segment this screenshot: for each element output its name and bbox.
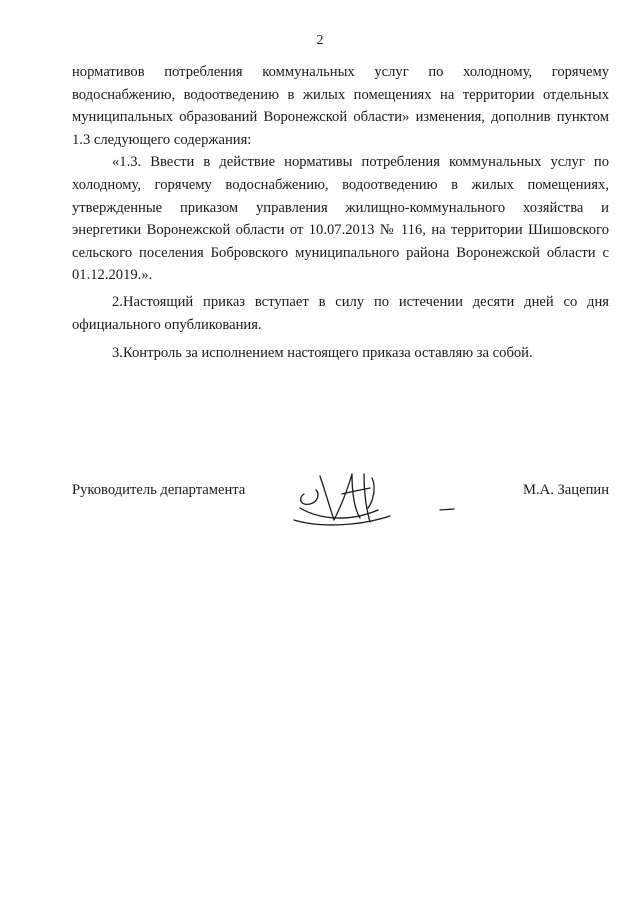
quoted-clause-paragraph: «1.3. Ввести в действие нормативы потребления коммунальных услуг по холодному, горячему водоснабжению, водоотведению в жилых помещениях, утвержденные приказом управления жилищно-коммунального хозяйства и энергетики Воронежской области от 10.07.2013 № 116, на территории Шишовского сельского поселения Бобровского муниципального района Воронежской области с 01.12.2019.». [72,154,609,284]
item-text: Настоящий приказ вступает в силу по истечении десяти дней со дня официального опубликования. [72,293,609,333]
document-body [72,61,609,365]
item-text: Контроль за исполнением настоящего приказа оставляю за собой. [122,345,533,362]
signatory-title: Руководитель департамента [72,482,246,498]
signatory-name: М.А. Зацепин [523,482,609,498]
numbered-item-3 [72,342,609,365]
handwritten-signature [290,464,460,534]
signature-block [72,482,609,542]
page-number: 2 [316,33,324,48]
numbered-item-2 [72,291,609,336]
item-number: 3. [112,345,123,362]
intro-paragraph: нормативов потребления коммунальных услуг по холодному, горячему водоснабжению, водоотведению в жилых помещениях на территории отдельных муниципальных образований Воронежской области» изменения, дополнив пунктом 1.3 следующего содержания: [72,64,609,148]
item-number: 2. [112,293,123,310]
